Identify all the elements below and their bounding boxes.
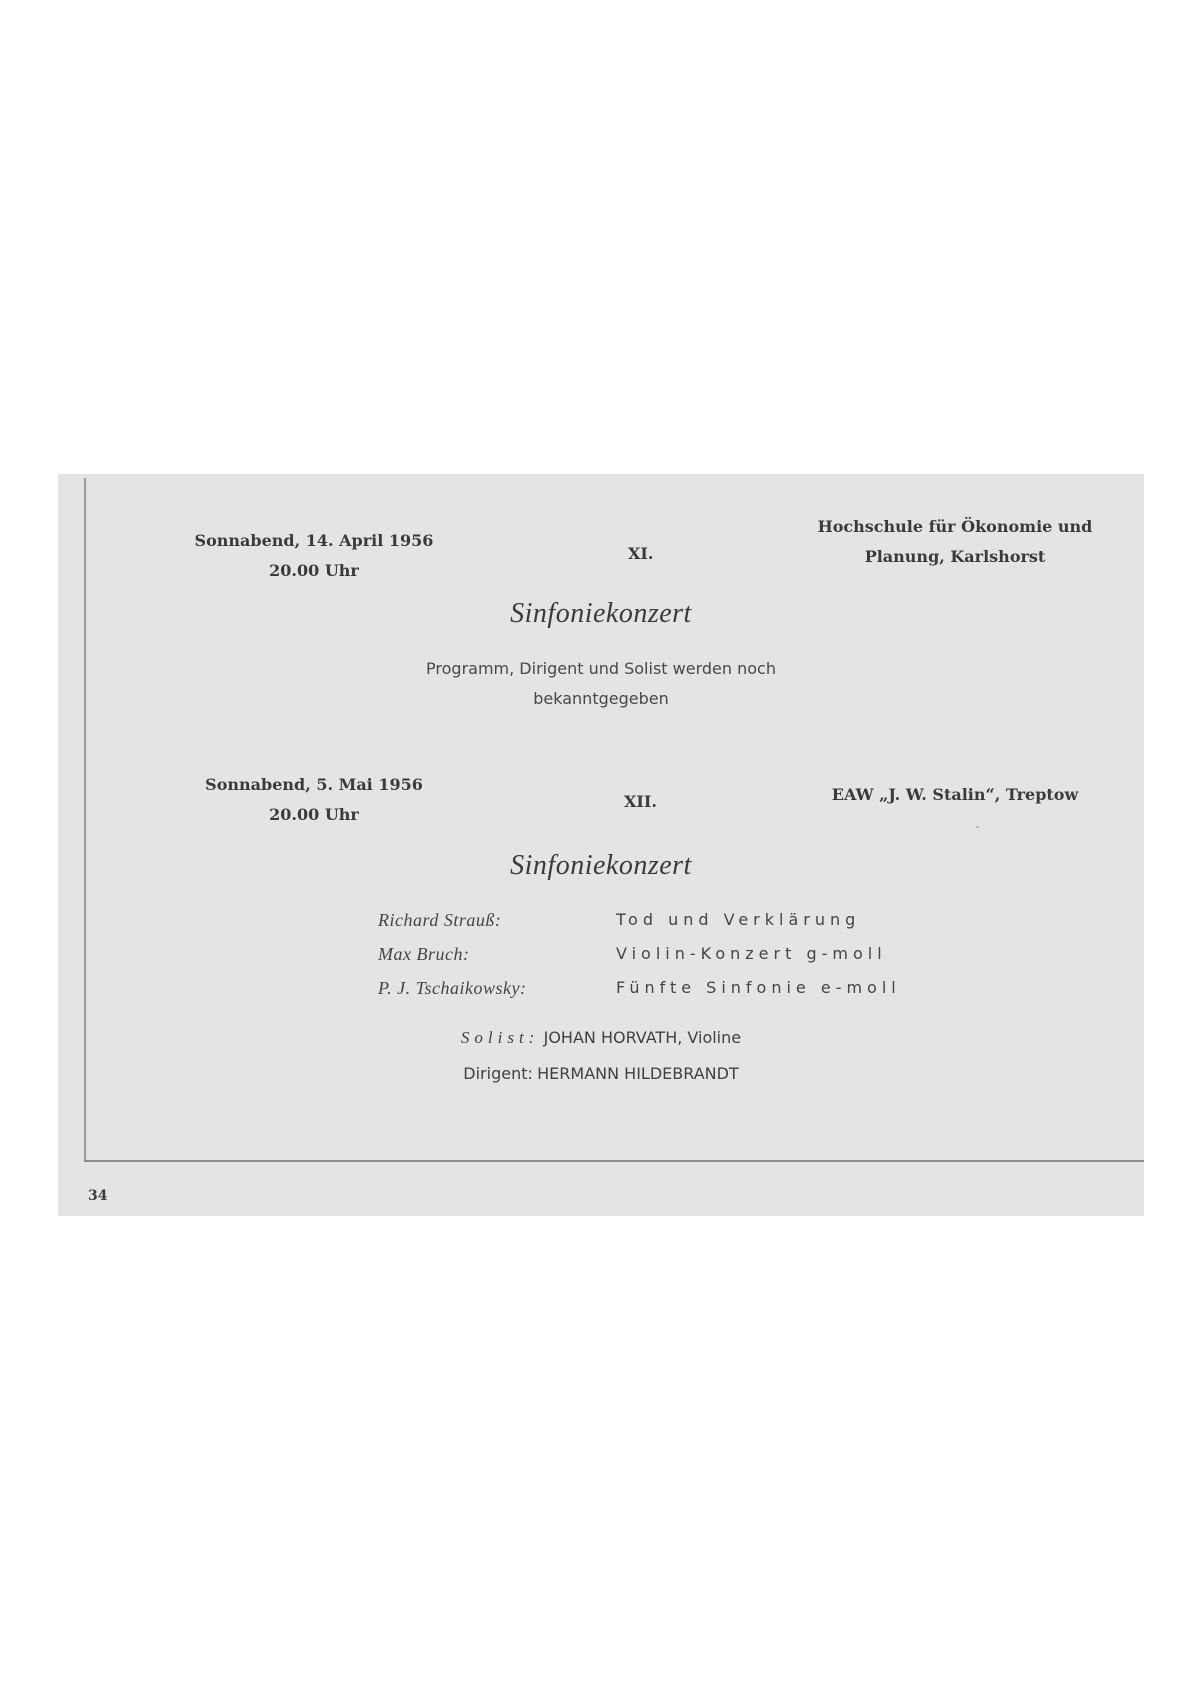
concert-12-date: Sonnabend, 5. Mai 1956 [205,775,423,794]
conductor-label: Dirigent: [463,1064,533,1083]
program-item [378,978,1018,1008]
program-item [378,944,1018,974]
scanned-page [58,474,1144,1216]
conductor-line [58,1064,1144,1084]
program-composer: P. J. Tschaikowsky: [378,978,527,998]
concert-11-note-line2: bekanntgegeben [533,689,669,708]
program-item [378,910,1018,940]
print-speck [976,826,979,828]
frame-left-rule [84,478,86,1162]
concert-11-date-block [180,526,448,586]
concert-11-title: Sinfoniekonzert [510,598,692,629]
concert-12-time: 20.00 Uhr [269,805,359,824]
program-work: Tod und Verklärung [616,910,861,929]
concert-11-numeral: XI. [628,544,654,563]
program-composer: Max Bruch: [378,944,470,964]
soloist-name: JOHAN HORVATH, Violine [543,1028,742,1047]
concert-11-time: 20.00 Uhr [269,561,359,580]
concert-12-date-block [180,770,448,830]
soloist-line [58,1028,1144,1048]
conductor-name: HERMANN HILDEBRANDT [537,1064,739,1083]
program-work: Fünfte Sinfonie e-moll [616,978,901,997]
concert-11-note [58,654,1144,714]
program-work: Violin-Konzert g-moll [616,944,887,963]
concert-11-venue-line2: Planung, Karlshorst [864,547,1046,566]
concert-12-venue-block [776,780,1134,810]
concert-12-venue: EAW „J. W. Stalin“, Treptow [831,785,1079,804]
program-composer: Richard Strauß: [378,910,502,930]
concert-12-numeral: XII. [624,792,657,811]
soloist-label: Solist: [460,1028,540,1047]
concert-11-note-line1: Programm, Dirigent und Solist werden noch [426,659,776,678]
concert-11-venue-line1: Hochschule für Ökonomie und [817,517,1093,536]
concert-12-title: Sinfoniekonzert [510,850,692,881]
concert-11-date: Sonnabend, 14. April 1956 [194,531,434,550]
page-number: 34 [88,1188,108,1204]
frame-bottom-rule [84,1160,1144,1162]
concert-11-venue-block [776,512,1134,572]
